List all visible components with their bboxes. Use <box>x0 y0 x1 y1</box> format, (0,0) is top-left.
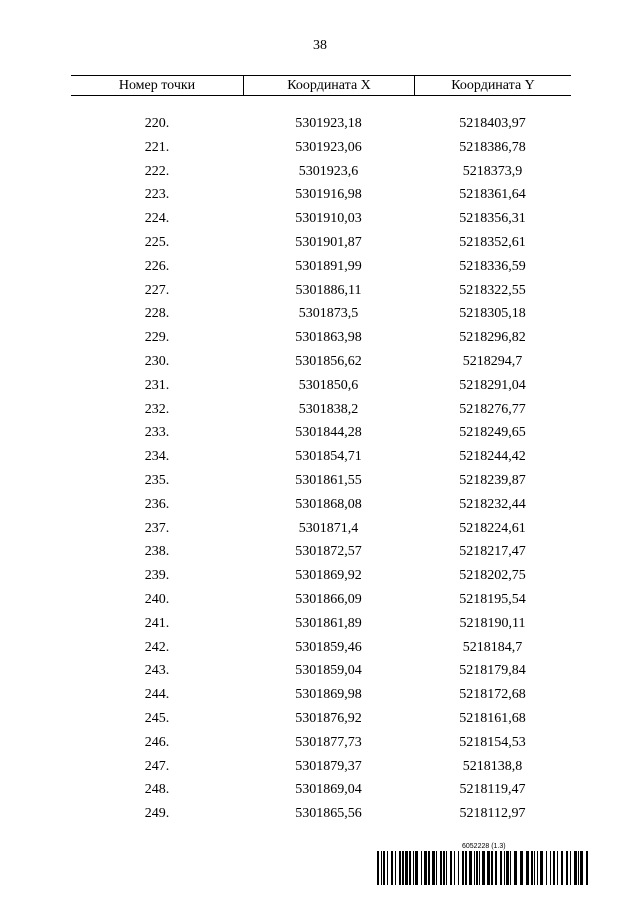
barcode-bar <box>383 851 385 885</box>
cell-coordinate-x: 5301869,92 <box>295 568 362 584</box>
barcode-bar <box>432 851 435 885</box>
table-row <box>71 683 571 707</box>
table-row <box>71 255 571 279</box>
cell-coordinate-y: 5218112,97 <box>459 806 526 822</box>
cell-coordinate-y: 5218239,87 <box>459 472 526 488</box>
cell-coordinate-x: 5301859,46 <box>295 639 362 655</box>
cell-point-number: 239. <box>144 568 170 584</box>
barcode-bar <box>391 851 393 885</box>
cell-coordinate-y: 5218249,65 <box>459 425 526 441</box>
table-row <box>71 279 571 303</box>
cell-coordinate-x: 5301916,98 <box>295 187 362 203</box>
page-number: 38 <box>313 38 327 53</box>
barcode-bar <box>458 851 459 885</box>
barcode-bar <box>570 851 571 885</box>
table-row <box>71 612 571 636</box>
barcode-bar <box>553 851 555 885</box>
barcode-bar <box>586 851 588 885</box>
cell-point-number: 235. <box>144 472 170 488</box>
cell-coordinate-y: 5218190,11 <box>459 615 526 631</box>
barcode-bar <box>514 851 517 885</box>
barcode-bar <box>557 851 558 885</box>
table-row <box>71 112 571 136</box>
cell-coordinate-x: 5301861,55 <box>295 472 362 488</box>
barcode-bar <box>428 851 430 885</box>
cell-coordinate-x: 5301876,92 <box>295 710 362 726</box>
barcode-bar <box>377 851 379 885</box>
barcode-bar <box>421 851 422 885</box>
barcode-bar <box>443 851 445 885</box>
cell-coordinate-x: 5301863,98 <box>295 330 362 346</box>
cell-point-number: 241. <box>144 615 170 631</box>
barcode-bar <box>387 851 388 885</box>
cell-point-number: 249. <box>144 806 170 822</box>
cell-coordinate-y: 5218119,47 <box>459 782 526 798</box>
barcode-bar <box>381 851 382 885</box>
cell-coordinate-x: 5301923,18 <box>295 116 362 131</box>
cell-point-number: 248. <box>144 782 170 798</box>
cell-coordinate-y: 5218276,77 <box>459 401 526 417</box>
cell-coordinate-y: 5218138,8 <box>462 758 523 774</box>
barcode-bar <box>566 851 568 885</box>
barcode-bar <box>491 851 493 885</box>
cell-point-number: 237. <box>144 520 170 536</box>
barcode-bar <box>500 851 502 885</box>
cell-coordinate-x: 5301854,71 <box>295 449 362 465</box>
cell-point-number: 226. <box>144 258 170 274</box>
cell-point-number: 242. <box>144 639 170 655</box>
table-row <box>71 564 571 588</box>
cell-coordinate-y: 5218336,59 <box>459 258 526 274</box>
cell-point-number: 240. <box>144 591 170 607</box>
cell-point-number: 238. <box>144 544 170 560</box>
cell-coordinate-y: 5218172,68 <box>459 687 526 703</box>
barcode-icon <box>377 851 590 885</box>
cell-point-number: 227. <box>144 282 170 298</box>
barcode-bar <box>520 851 523 885</box>
barcode-bar <box>450 851 452 885</box>
barcode-bar <box>402 851 404 885</box>
cell-coordinate-y: 5218217,47 <box>459 544 526 560</box>
barcode-bar <box>462 851 464 885</box>
barcode-bar <box>436 851 437 885</box>
cell-coordinate-x: 5301856,62 <box>295 353 362 369</box>
cell-coordinate-x: 5301891,99 <box>295 258 362 274</box>
cell-coordinate-x: 5301865,56 <box>295 806 362 822</box>
barcode-bar <box>578 851 579 885</box>
table-row <box>71 326 571 350</box>
cell-coordinate-x: 5301861,89 <box>295 615 362 631</box>
cell-coordinate-x: 5301868,08 <box>295 496 362 512</box>
cell-coordinate-y: 5218356,31 <box>459 211 526 227</box>
barcode-bar <box>534 851 535 885</box>
cell-coordinate-y: 5218294,7 <box>462 353 523 369</box>
cell-point-number: 234. <box>144 449 170 465</box>
cell-point-number: 228. <box>144 306 170 322</box>
barcode-bar <box>395 851 396 885</box>
barcode-bar <box>574 851 577 885</box>
document-stamp <box>377 843 590 885</box>
cell-coordinate-x: 5301869,98 <box>295 687 362 703</box>
table-row <box>71 160 571 184</box>
cell-coordinate-y: 5218154,53 <box>459 734 526 750</box>
barcode-bar <box>550 851 551 885</box>
cell-point-number: 225. <box>144 234 170 250</box>
table-row <box>71 707 571 731</box>
table-row <box>71 231 571 255</box>
cell-coordinate-x: 5301859,04 <box>295 663 362 679</box>
table-row <box>71 374 571 398</box>
cell-point-number: 243. <box>144 663 170 679</box>
table-row <box>71 183 571 207</box>
barcode-bar <box>540 851 543 885</box>
cell-coordinate-x: 5301866,09 <box>295 591 362 607</box>
cell-point-number: 231. <box>144 377 170 393</box>
cell-point-number: 244. <box>144 687 170 703</box>
table-row <box>71 493 571 517</box>
cell-coordinate-y: 5218386,78 <box>459 139 526 155</box>
table-row <box>71 445 571 469</box>
barcode-bar <box>405 851 408 885</box>
barcode-bar <box>487 851 490 885</box>
barcode-bar <box>476 851 478 885</box>
barcode-bar <box>474 851 475 885</box>
stamp-code: 6052228 (1.3) <box>462 843 506 850</box>
barcode-bar <box>482 851 485 885</box>
header-coordinate-x: Координата X <box>243 76 414 95</box>
cell-coordinate-y: 5218179,84 <box>459 663 526 679</box>
cell-point-number: 224. <box>144 211 170 227</box>
cell-coordinate-x: 5301871,4 <box>298 520 359 536</box>
barcode-bar <box>510 851 511 885</box>
barcode-bar <box>469 851 472 885</box>
cell-coordinate-x: 5301901,87 <box>295 234 362 250</box>
cell-point-number: 229. <box>144 330 170 346</box>
cell-coordinate-x: 5301910,03 <box>295 211 362 227</box>
cell-coordinate-x: 5301877,73 <box>295 734 362 750</box>
table-row <box>71 540 571 564</box>
cell-coordinate-y: 5218305,18 <box>459 306 526 322</box>
cell-coordinate-y: 5218202,75 <box>459 568 526 584</box>
cell-coordinate-x: 5301886,11 <box>295 282 362 298</box>
cell-coordinate-x: 5301923,06 <box>295 139 362 155</box>
barcode-bar <box>479 851 480 885</box>
table-row <box>71 207 571 231</box>
table-row <box>71 398 571 422</box>
cell-point-number: 222. <box>144 163 170 179</box>
barcode-bar <box>424 851 427 885</box>
cell-coordinate-x: 5301869,04 <box>295 782 362 798</box>
table-body <box>71 112 571 826</box>
table-row <box>71 588 571 612</box>
barcode-bar <box>409 851 411 885</box>
cell-point-number: 230. <box>144 353 170 369</box>
cell-coordinate-y: 5218403,97 <box>459 116 526 131</box>
cell-point-number: 220. <box>144 116 170 131</box>
cell-point-number: 221. <box>144 139 170 155</box>
barcode-bar <box>561 851 563 885</box>
table-row <box>71 659 571 683</box>
table-row <box>71 302 571 326</box>
cell-coordinate-x: 5301879,37 <box>295 758 362 774</box>
cell-coordinate-y: 5218322,55 <box>459 282 526 298</box>
cell-coordinate-x: 5301873,5 <box>298 306 359 322</box>
cell-coordinate-y: 5218161,68 <box>459 710 526 726</box>
barcode-bar <box>526 851 529 885</box>
table-row <box>71 778 571 802</box>
barcode-bar <box>446 851 447 885</box>
cell-point-number: 247. <box>144 758 170 774</box>
cell-coordinate-x: 5301923,6 <box>298 163 359 179</box>
cell-coordinate-y: 5218195,54 <box>459 591 526 607</box>
table-row <box>71 636 571 660</box>
cell-point-number: 246. <box>144 734 170 750</box>
cell-coordinate-y: 5218291,04 <box>459 377 526 393</box>
cell-coordinate-y: 5218244,42 <box>459 449 526 465</box>
table-row <box>71 469 571 493</box>
barcode-bar <box>399 851 401 885</box>
cell-point-number: 232. <box>144 401 170 417</box>
barcode-bar <box>495 851 497 885</box>
table-row <box>71 136 571 160</box>
cell-point-number: 245. <box>144 710 170 726</box>
barcode-bar <box>504 851 505 885</box>
cell-coordinate-y: 5218232,44 <box>459 496 526 512</box>
barcode-bar <box>546 851 547 885</box>
cell-coordinate-y: 5218373,9 <box>462 163 523 179</box>
barcode-bar <box>506 851 509 885</box>
table-row <box>71 755 571 779</box>
cell-coordinate-y: 5218224,61 <box>459 520 526 536</box>
barcode-bar <box>531 851 533 885</box>
table-row <box>71 421 571 445</box>
cell-point-number: 233. <box>144 425 170 441</box>
cell-coordinate-y: 5218184,7 <box>462 639 523 655</box>
table-row <box>71 802 571 826</box>
cell-coordinate-x: 5301838,2 <box>298 401 359 417</box>
barcode-bar <box>465 851 467 885</box>
cell-coordinate-x: 5301844,28 <box>295 425 362 441</box>
coordinates-table <box>71 75 571 826</box>
barcode-bar <box>580 851 583 885</box>
barcode-bar <box>537 851 538 885</box>
cell-point-number: 236. <box>144 496 170 512</box>
table-row <box>71 517 571 541</box>
barcode-bar <box>454 851 455 885</box>
table-header <box>71 75 571 96</box>
barcode-bar <box>415 851 418 885</box>
cell-coordinate-y: 5218296,82 <box>459 330 526 346</box>
cell-point-number: 223. <box>144 187 170 203</box>
table-row <box>71 350 571 374</box>
header-coordinate-y: Координата Y <box>414 76 571 95</box>
cell-coordinate-x: 5301850,6 <box>298 377 359 393</box>
barcode-bar <box>440 851 442 885</box>
header-point-number: Номер точки <box>118 78 196 93</box>
barcode-bar <box>413 851 414 885</box>
table-row <box>71 731 571 755</box>
cell-coordinate-x: 5301872,57 <box>295 544 362 560</box>
cell-coordinate-y: 5218361,64 <box>459 187 526 203</box>
cell-coordinate-y: 5218352,61 <box>459 234 526 250</box>
